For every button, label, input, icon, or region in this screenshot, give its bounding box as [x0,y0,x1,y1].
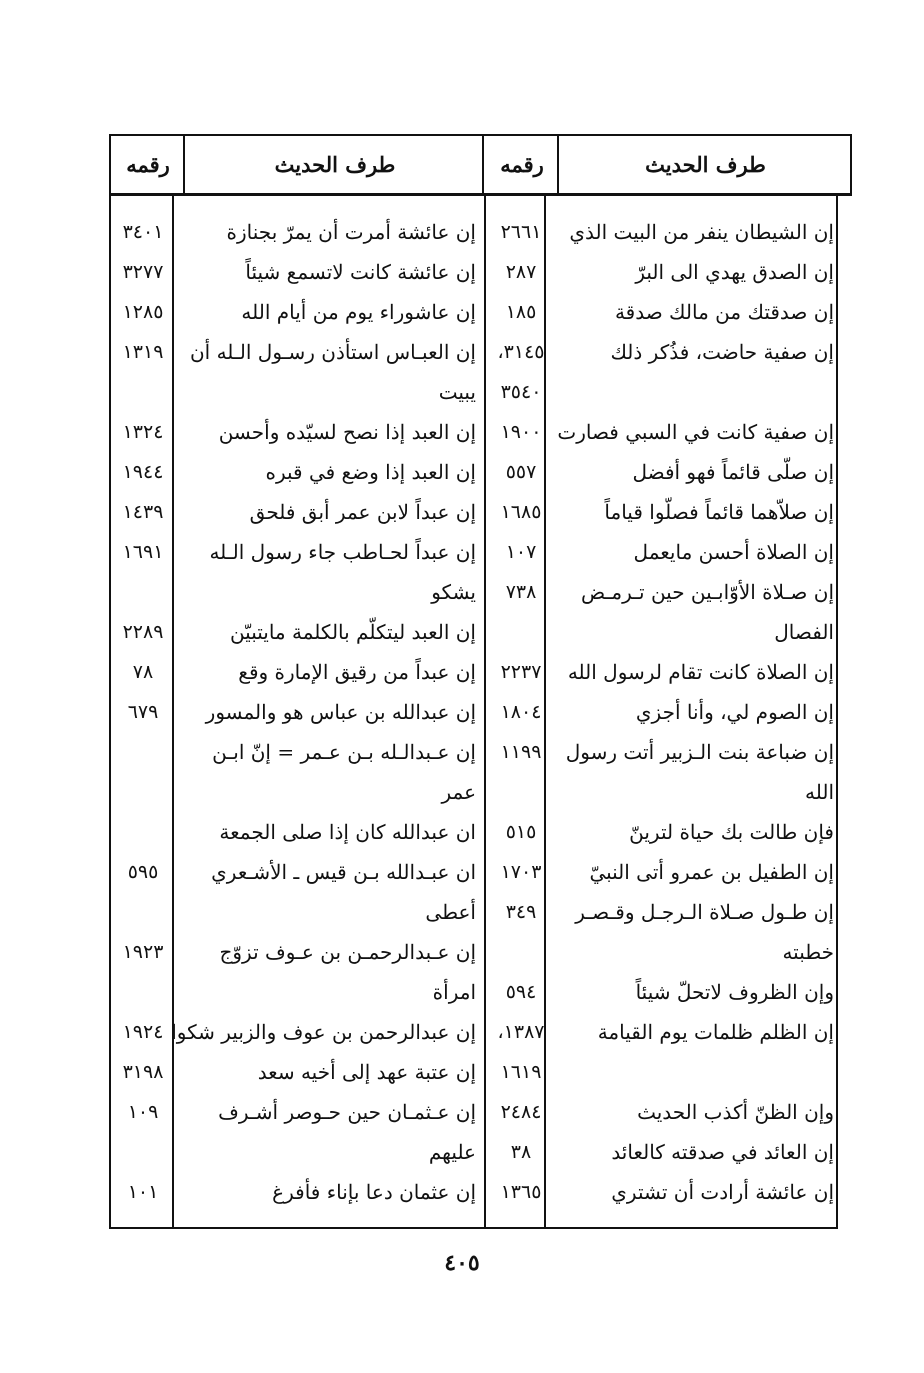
hadith-number-right: ١٦٨٥ [500,501,542,523]
hadith-text-right: إن الصوم لي، وأنا أجزي [635,700,834,724]
hadith-number-right: ٥٥٧ [505,461,537,483]
table-row [0,332,924,372]
hadith-text-right: إن الشيطان ينفر من البيت الذي [569,220,834,244]
hadith-text-right: إن صـلاة الأوّابـين حين تـرمـض [581,580,834,604]
table-row [0,532,924,572]
hadith-text-right: إن الصلاة كانت تقام لرسول الله [567,660,834,684]
hadith-number-right [486,612,556,652]
hadith-text-left: إن عبداً لابن عمر أبق فلحق [249,500,476,524]
table-row [0,1092,924,1132]
hadith-text-right: إن العائد في صدقته كالعائد [611,1140,834,1164]
hadith-number-right: ١٣٦٥ [500,1181,542,1203]
hadith-number-right: ١٠٧ [505,541,537,563]
hadith-text-right: إن صفية حاضت، فذُكر ذلك [610,340,834,364]
hadith-text-right [562,372,834,412]
hadith-text-left: إن عـبدالرحمـن بن عـوف تزوّج [219,940,476,964]
hadith-text-left: إن عتبة عهد إلى أخيه سعد [257,1060,476,1084]
hadith-number-right [486,932,556,972]
hadith-number-right: ١١٩٩ [500,741,542,763]
hadith-number-left: ٧٨ [132,661,154,683]
hadith-number-left: ١٦٩١ [122,541,164,563]
table-row [0,852,924,892]
hadith-text-right: إن الصلاة أحسن مايعمل [633,540,834,564]
hadith-number-right: ٢٢٣٧ [500,661,542,683]
hadith-number-left: ٦٧٩ [127,701,159,723]
hadith-number-right: ٣٨ [510,1141,532,1163]
table-row [0,452,924,492]
table-row [0,292,924,332]
hadith-number-left [112,372,174,412]
table-row [0,1052,924,1092]
hadith-number-left [112,892,174,932]
hadith-number-left [112,572,174,612]
header-divider [557,134,559,196]
table-row [0,1172,924,1212]
hadith-number-right: ١٦١٩ [500,1061,542,1083]
hadith-number-left: ٢٢٨٩ [122,621,164,643]
table-row [0,1132,924,1172]
hadith-text-right: إن الطفيل بن عمرو أتى النبيّ [589,860,834,884]
hadith-text-right: إن صلّى قائماً فهو أفضل [632,460,834,484]
table-row [0,492,924,532]
hadith-text-right: الله [805,780,834,804]
table-row [0,252,924,292]
hadith-text-left: إن العبد إذا نصح لسيّده وأحسن [218,420,476,444]
hadith-text-right: إن عائشة أرادت أن تشتري [611,1180,834,1204]
hadith-text-left: إن العبد ليتكلّم بالكلمة مايتبيّن [229,620,476,644]
hadith-number-right: ٧٣٨ [505,581,537,603]
table-row [0,652,924,692]
hadith-number-left: ٣٤٠١ [122,221,164,243]
table-row [0,372,924,412]
hadith-text-right: إن الظلم ظلمات يوم القيامة [597,1020,834,1044]
hadith-number-right: ١٨٥ [505,301,537,323]
hadith-text-left: امرأة [432,980,476,1004]
hadith-text-left: إن عبدالرحمن بن عوف والزبير شكوا [171,1020,476,1044]
hadith-text-right: إن طـول صـلاة الـرجـل وقـصـر [575,900,834,924]
table-row [0,732,924,772]
hadith-number-left [112,972,174,1012]
hadith-text-right [562,1052,834,1092]
table-row [0,932,924,972]
hadith-number-right: ٢٨٧ [505,261,537,283]
hadith-number-left: ٣١٩٨ [122,1061,164,1083]
header-left-number: رقمه [126,152,170,177]
hadith-number-right: ٥١٥ [505,821,537,843]
hadith-number-right: ٢٦٦١ [500,221,542,243]
hadith-number-left: ١٤٣٩ [122,501,164,523]
header-divider [482,134,484,196]
header-right-hadith: طرف الحديث [645,152,766,177]
table-row [0,692,924,732]
hadith-number-left: ١٢٨٥ [122,301,164,323]
hadith-number-left: ١٩٢٤ [122,1021,164,1043]
hadith-text-left: إن عائشة كانت لاتسمع شيئاً [245,260,476,284]
header-divider [183,134,185,196]
hadith-text-left: إن عاشوراء يوم من أيام الله [241,300,476,324]
hadith-text-left: إن عبدالله بن عباس هو والمسور [205,700,476,724]
hadith-number-right: ٢٤٨٤ [500,1101,542,1123]
hadith-number-right: ٥٩٤ [505,981,537,1003]
hadith-number-right: ٣١٤٥، [497,341,545,363]
hadith-text-right: إن صفية كانت في السبي فصارت [557,420,834,444]
table-row [0,412,924,452]
hadith-text-left: إن عثمان دعا بإناء فأفرغ [272,1180,476,1204]
header-left-hadith: طرف الحديث [274,152,396,177]
hadith-number-right: ١٨٠٤ [500,701,542,723]
table-row [0,772,924,812]
hadith-text-left: إن عبداً لحـاطب جاء رسول الـله [209,540,476,564]
hadith-number-left: ١٩٤٤ [122,461,164,483]
hadith-number-left [112,732,174,772]
header-right-number: رقمه [500,152,544,177]
hadith-number-left: ١٣١٩ [122,341,164,363]
hadith-text-right: الفصال [774,620,834,644]
hadith-text-left: يبيت [438,380,476,404]
hadith-text-left: إن عبداً من رقيق الإمارة وقع [238,660,476,684]
hadith-number-left [112,812,174,852]
table-row [0,212,924,252]
hadith-number-left: ١٠٩ [127,1101,159,1123]
hadith-number-left: ٥٩٥ [127,861,159,883]
hadith-number-right [486,772,556,812]
hadith-text-left: إن عائشة أمرت أن يمرّ بجنازة [226,220,476,244]
hadith-number-right: ٣٤٩ [505,901,537,923]
table-row [0,892,924,932]
table-header [109,134,852,196]
hadith-text-right: إن ضباعة بنت الـزبير أتت رسول [565,740,834,764]
hadith-text-left: إن العبـاس استأذن رسـول الـله أن [189,340,476,364]
hadith-number-right: ١٣٨٧، [497,1021,545,1043]
hadith-text-left: ان عبدالله كان إذا صلى الجمعة [219,820,476,844]
table-row [0,1012,924,1052]
hadith-text-right: خطبته [782,940,834,964]
hadith-text-right: وإن الظنّ أكذب الحديث [637,1100,834,1124]
page-number: ٤٠٥ [444,1250,480,1276]
hadith-number-left: ٣٢٧٧ [122,261,164,283]
table-row [0,972,924,1012]
hadith-text-right: إن صلاّهما قائماً فصلّوا قياماً [604,500,834,524]
hadith-text-left: عمر [441,780,476,804]
hadith-text-right: إن الصدق يهدي الى البرّ [635,260,834,284]
hadith-number-left [112,772,174,812]
hadith-number-left [112,1132,174,1172]
hadith-number-left: ١٣٢٤ [122,421,164,443]
table-row [0,812,924,852]
hadith-text-left: أعطى [425,900,476,924]
hadith-text-left: إن عـبدالـله بـن عـمر = إنّ ابـن [212,740,476,764]
hadith-number-right: ٣٥٤٠ [500,381,542,403]
hadith-text-left: عليهم [428,1140,476,1164]
hadith-number-right: ١٧٠٣ [500,861,542,883]
hadith-text-right: فإن طالت بك حياة لترينّ [629,820,834,844]
hadith-text-left: إن عـثمـان حين حـوصر أشـرف [218,1100,476,1124]
hadith-text-right: إن صدقتك من مالك صدقة [614,300,834,324]
table-row [0,572,924,612]
hadith-text-left: إن العبد إذا وضع في قبره [265,460,476,484]
hadith-text-right: وإن الظروف لاتحلّ شيئاً [635,980,834,1004]
hadith-number-right: ١٩٠٠ [500,421,542,443]
hadith-number-left: ١٩٢٣ [122,941,164,963]
hadith-text-left: يشكو [431,580,476,604]
hadith-number-left: ١٠١ [127,1181,159,1203]
table-row [0,612,924,652]
hadith-text-left: ان عبـدالله بـن قيس ـ الأشـعري [211,860,476,884]
